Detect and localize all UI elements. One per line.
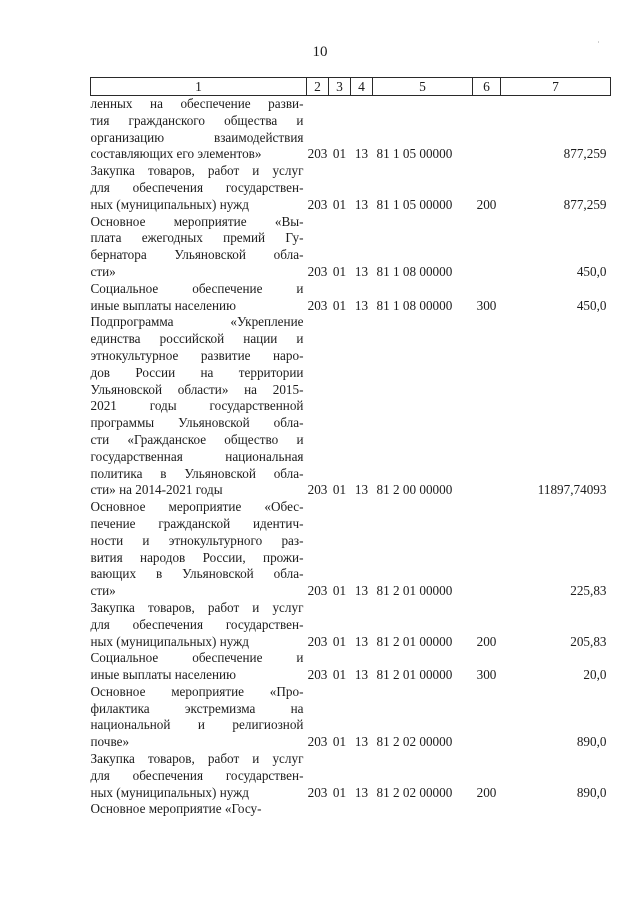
row-name: [91, 499, 307, 600]
table-row: [91, 96, 611, 164]
row-name-line: дов России на территории: [90, 364, 304, 380]
row-name: [91, 214, 307, 281]
scan-mark: ʾ: [597, 40, 600, 50]
row-name-line: вития народов России, прожи-: [90, 549, 304, 565]
row-name-line: Основное мероприятие «Обес-: [90, 499, 304, 515]
row-grbs: 203: [307, 784, 328, 800]
table-row: [91, 281, 611, 315]
row-grbs: 203: [307, 196, 328, 212]
row-name-line: ных (муниципальных) нужд: [90, 633, 249, 649]
row-amount: 877,259: [563, 146, 607, 162]
row-section: 01: [332, 297, 347, 313]
row-section: 01: [332, 633, 347, 649]
table-row: [91, 650, 611, 684]
row-name-line: политика в Ульяновской обла-: [90, 465, 304, 481]
row-target-article: 81 1 05 00000: [376, 196, 453, 212]
row-name: [91, 751, 307, 801]
row-name-line: 2021 годы государственной: [90, 398, 304, 414]
row-name-line: ности и этнокультурного раз-: [90, 532, 304, 548]
row-expense-type: [473, 314, 501, 499]
header-col-6: 6: [473, 78, 501, 96]
row-section: 01: [332, 263, 347, 279]
row-grbs: 203: [307, 583, 328, 599]
row-name-line: ных (муниципальных) нужд: [90, 784, 249, 800]
row-amount: 890,0: [576, 734, 607, 750]
row-section: 01: [332, 146, 347, 162]
row-section: 01: [332, 196, 347, 212]
row-section: [329, 801, 351, 818]
row-name-line: Закупка товаров, работ и услуг: [90, 751, 304, 767]
row-expense-type: [473, 801, 501, 818]
row-name-line: Основное мероприятие «Про-: [90, 683, 304, 699]
table-row: [91, 751, 611, 801]
row-expense-type: [473, 499, 501, 600]
row-amount: 11897,74093: [537, 482, 607, 498]
row-expense-type: 200: [476, 196, 497, 212]
row-name-line: тия гражданского общества и: [90, 112, 304, 128]
row-name-line: для обеспечения государствен-: [90, 767, 304, 783]
header-col-4: 4: [351, 78, 373, 96]
row-name-line: сти»: [90, 583, 116, 599]
header-col-2: 2: [307, 78, 329, 96]
header-col-3: 3: [329, 78, 351, 96]
row-subsection: 13: [354, 297, 369, 313]
row-target-article: 81 2 00 00000: [376, 482, 453, 498]
row-target-article: 81 2 01 00000: [376, 667, 453, 683]
row-expense-type: [473, 214, 501, 281]
header-row: [91, 78, 611, 96]
header-col-7-label: 7: [552, 78, 559, 94]
row-name-line: Социальное обеспечение и: [90, 650, 304, 666]
row-grbs: 203: [307, 146, 328, 162]
row-subsection: 13: [354, 667, 369, 683]
row-name-line: вающих в Ульяновской обла-: [90, 566, 304, 582]
page-number: 10: [312, 44, 328, 60]
row-name-line: составляющих его элементов»: [90, 146, 262, 162]
table-header: [91, 78, 611, 96]
row-name-line: Подпрограмма «Укрепление: [90, 314, 304, 330]
row-name: [91, 314, 307, 499]
row-grbs: 203: [307, 734, 328, 750]
row-subsection: 13: [354, 196, 369, 212]
row-grbs: 203: [307, 667, 328, 683]
row-grbs: 203: [307, 263, 328, 279]
row-section: 01: [332, 667, 347, 683]
row-name-line: ленных на обеспечение разви-: [90, 96, 304, 111]
row-name-line: для обеспечения государствен-: [90, 179, 304, 195]
row-name-line: иные выплаты населению: [90, 297, 236, 313]
row-name-line: единства российской нации и: [90, 331, 304, 347]
table-row: [91, 314, 611, 499]
header-col-5: 5: [373, 78, 473, 96]
row-name: [91, 281, 307, 315]
budget-table: [90, 77, 611, 818]
table-row: [91, 600, 611, 650]
row-name-line: бернатора Ульяновской обла-: [90, 247, 304, 263]
row-name-line: сти «Гражданское общество и: [90, 431, 304, 447]
row-name: [91, 650, 307, 684]
row-amount: 890,0: [576, 784, 607, 800]
row-name: [91, 684, 307, 751]
row-target-article: 81 2 01 00000: [376, 583, 453, 599]
row-grbs: [307, 801, 329, 818]
row-name: [91, 600, 307, 650]
row-name-line: Закупка товаров, работ и услуг: [90, 599, 304, 615]
row-subsection: 13: [354, 784, 369, 800]
row-target-article: 81 1 08 00000: [376, 263, 453, 279]
row-section: 01: [332, 482, 347, 498]
row-subsection: 13: [354, 734, 369, 750]
row-expense-type: 300: [476, 297, 497, 313]
row-target-article: 81 2 01 00000: [376, 633, 453, 649]
row-target-article: 81 2 02 00000: [376, 734, 453, 750]
row-name: [91, 801, 307, 818]
row-target-article: 81 2 02 00000: [376, 784, 453, 800]
row-name-line: Основное мероприятие «Госу-: [90, 801, 262, 817]
row-name-line: Закупка товаров, работ и услуг: [90, 163, 304, 179]
table-row: [91, 163, 611, 213]
header-col-7: [501, 78, 611, 96]
row-amount: [501, 801, 611, 818]
row-name-line: печение гражданской идентич-: [90, 515, 304, 531]
table-row: [91, 684, 611, 751]
row-subsection: 13: [354, 583, 369, 599]
row-amount: 877,259: [563, 196, 607, 212]
row-subsection: 13: [354, 263, 369, 279]
row-expense-type: [473, 96, 501, 164]
row-name: [91, 163, 307, 213]
row-target-article: 81 1 05 00000: [376, 146, 453, 162]
row-name-line: этнокультурное развитие наро-: [90, 347, 304, 363]
header-col-1: 1: [91, 78, 307, 96]
row-section: 01: [332, 734, 347, 750]
row-grbs: 203: [307, 297, 328, 313]
row-name-line: Ульяновской области» на 2015-: [90, 381, 304, 397]
row-name-line: Социальное обеспечение и: [90, 280, 304, 296]
row-name: [91, 96, 307, 164]
row-section: 01: [332, 583, 347, 599]
table-body: [91, 96, 611, 819]
row-subsection: 13: [354, 146, 369, 162]
row-amount: 205,83: [570, 633, 607, 649]
row-name-line: организацию взаимодействия: [90, 129, 304, 145]
row-name-line: почве»: [90, 734, 130, 750]
row-subsection: 13: [354, 482, 369, 498]
row-amount: 450,0: [576, 297, 607, 313]
row-expense-type: 200: [476, 784, 497, 800]
row-section: 01: [332, 784, 347, 800]
row-name-line: национальной и религиозной: [90, 717, 304, 733]
row-expense-type: 300: [476, 667, 497, 683]
row-grbs: 203: [307, 482, 328, 498]
row-amount: 225,83: [570, 583, 607, 599]
row-subsection: 13: [354, 633, 369, 649]
row-expense-type: [473, 684, 501, 751]
row-name-line: для обеспечения государствен-: [90, 616, 304, 632]
row-name-line: сти»: [90, 263, 116, 279]
row-name-line: Основное мероприятие «Вы-: [90, 213, 304, 229]
row-subsection: [351, 801, 373, 818]
row-grbs: 203: [307, 633, 328, 649]
table-row: [91, 499, 611, 600]
row-name-line: сти» на 2014-2021 годы: [90, 482, 223, 498]
row-name-line: иные выплаты населению: [90, 667, 236, 683]
row-amount: 20,0: [583, 667, 607, 683]
table-row: [91, 214, 611, 281]
row-amount: 450,0: [576, 263, 607, 279]
row-name-line: программы Ульяновской обла-: [90, 415, 304, 431]
row-name-line: ных (муниципальных) нужд: [90, 196, 249, 212]
row-name-line: государственная национальная: [90, 448, 304, 464]
row-target-article: [373, 801, 473, 818]
row-name-line: плата ежегодных премий Гу-: [90, 230, 304, 246]
row-name-line: филактика экстремизма на: [90, 700, 304, 716]
table-row: [91, 801, 611, 818]
row-target-article: 81 1 08 00000: [376, 297, 453, 313]
row-expense-type: 200: [476, 633, 497, 649]
